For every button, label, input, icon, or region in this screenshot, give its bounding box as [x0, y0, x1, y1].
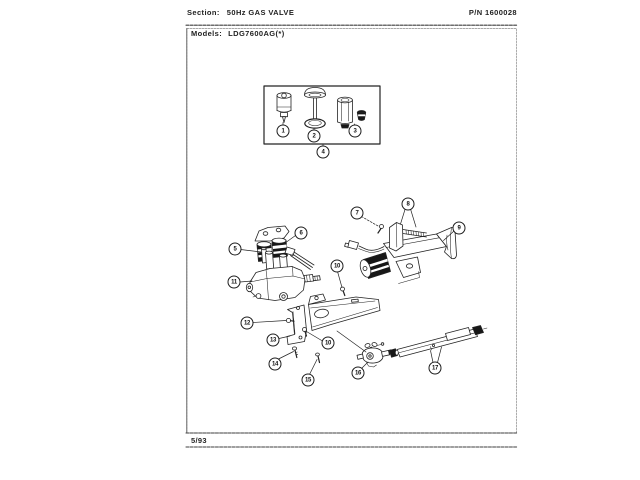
section-label: Section: — [187, 8, 220, 17]
callout-7: 7 — [351, 207, 364, 220]
callout-11: 11 — [228, 276, 241, 289]
callout-16: 16 — [352, 367, 365, 380]
part-cylinder — [338, 97, 353, 128]
igniter-assembly — [345, 223, 457, 284]
igniter-bracket — [390, 223, 404, 252]
callout-4: 4 — [317, 146, 330, 159]
threaded-rod — [403, 230, 427, 238]
callout-10: 10 — [322, 337, 335, 350]
part-plug — [277, 93, 291, 123]
screw-item7 — [378, 225, 384, 234]
l-bracket — [287, 305, 307, 345]
screw-item10-upper — [341, 287, 345, 296]
callout-8: 8 — [402, 198, 415, 211]
valve-outlet-fitting — [304, 275, 320, 283]
callout-14: 14 — [269, 358, 282, 371]
wire-harness — [285, 247, 314, 270]
page-rules — [186, 25, 517, 447]
shutoff-valve — [357, 342, 392, 367]
callout-10: 10 — [331, 260, 344, 273]
callout-17: 17 — [429, 362, 442, 375]
models-value: LDG7600AG(*) — [228, 29, 285, 38]
callout-15: 15 — [302, 374, 315, 387]
callout-9: 9 — [453, 222, 466, 235]
igniter-wire — [345, 241, 384, 253]
callout-5: 5 — [229, 243, 242, 256]
models-label: Models: — [191, 29, 223, 38]
screw-item14 — [292, 347, 297, 358]
part-number: P/N 1600028 — [468, 8, 517, 17]
callout-13: 13 — [267, 334, 280, 347]
callout-6: 6 — [295, 227, 308, 240]
burner-tube — [390, 326, 488, 358]
callout-3: 3 — [349, 125, 362, 138]
revision-date: 5/93 — [191, 436, 207, 445]
part-cap-stem — [305, 88, 326, 129]
carriage-bracket — [396, 257, 421, 284]
callout-12: 12 — [241, 317, 254, 330]
part-small-cap — [357, 111, 365, 121]
igniter-coil — [358, 253, 390, 279]
callout-1: 1 — [277, 125, 290, 138]
gas-valve-body — [246, 248, 320, 301]
section-title: 50Hz GAS VALVE — [226, 8, 295, 17]
callout-2: 2 — [308, 130, 321, 143]
